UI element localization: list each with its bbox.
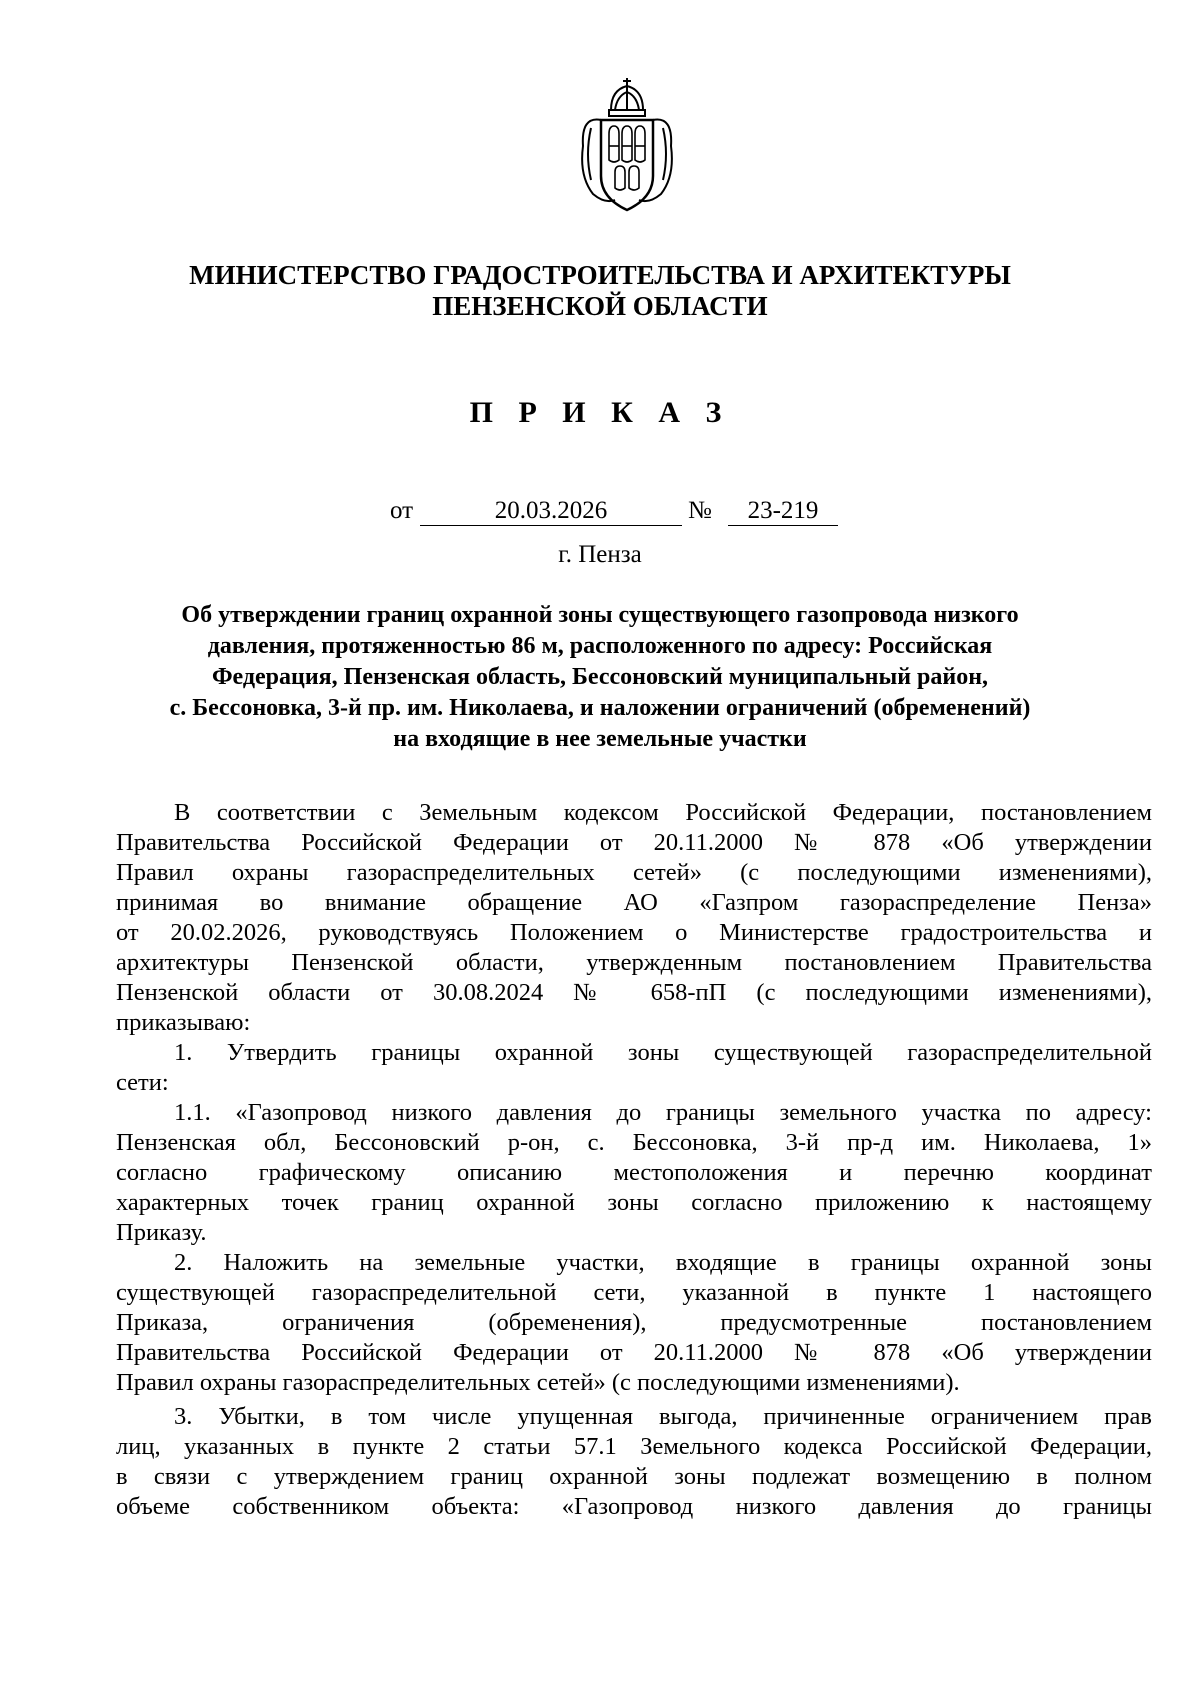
body-line: Приказа, ограничения (обременения), предусмотренные постановлением	[116, 1309, 1152, 1336]
subject-line: с. Бессоновка, 3-й пр. им. Николаева, и наложении ограничений (обременений)	[169, 695, 1031, 721]
coat-of-arms-icon	[571, 76, 683, 216]
order-body	[116, 798, 1152, 1522]
body-line: в связи с утверждением границ охранной зоны подлежат возмещению в полном	[116, 1463, 1152, 1490]
order-city: г. Пенза	[558, 541, 642, 568]
number-label: №	[688, 497, 712, 524]
body-line: характерных точек границ охранной зоны согласно приложению к настоящему	[116, 1189, 1152, 1216]
body-line: объеме собственником объекта: «Газопровод низкого давления до границы	[116, 1493, 1152, 1520]
subject-line: Об утверждении границ охранной зоны существующего газопровода низкого	[181, 602, 1019, 628]
body-line: существующей газораспределительной сети, указанной в пункте 1 настоящего	[116, 1279, 1152, 1306]
order-number: 23-219	[728, 495, 838, 526]
body-line: Правительства Российской Федерации от 20.11.2000 № 878 «Об утверждении	[116, 1339, 1152, 1366]
subject-line: давления, протяженностью 86 м, расположенного по адресу: Российская	[207, 633, 993, 659]
ministry-line-2: ПЕНЗЕНСКОЙ ОБЛАСТИ	[432, 291, 768, 321]
body-line: согласно графическому описанию местоположения и перечню координат	[116, 1159, 1152, 1186]
subject-line: Федерация, Пензенская область, Бессоновский муниципальный район,	[211, 664, 989, 690]
body-line: 2. Наложить на земельные участки, входящие в границы охранной зоны	[174, 1249, 1152, 1276]
body-line: принимая во внимание обращение АО «Газпром газораспределение Пенза»	[116, 889, 1152, 916]
body-line: Приказу.	[116, 1219, 207, 1246]
body-line: приказываю:	[116, 1009, 251, 1036]
order-subject	[0, 600, 1200, 755]
body-line: 3. Убытки, в том числе упущенная выгода, причиненные ограничением прав	[174, 1403, 1152, 1430]
body-line: Пензенской области от 30.08.2024 № 658-пП (с последующими изменениями),	[116, 979, 1152, 1006]
body-line: 1.1. «Газопровод низкого давления до границы земельного участка по адресу:	[174, 1099, 1152, 1126]
body-line: Правил охраны газораспределительных сетей» (с последующими изменениями).	[116, 1369, 960, 1396]
body-line: В соответствии с Земельным кодексом Российской Федерации, постановлением	[174, 799, 1152, 826]
body-line: Правительства Российской Федерации от 20.11.2000 № 878 «Об утверждении	[116, 829, 1152, 856]
body-line: архитектуры Пензенской области, утвержденным постановлением Правительства	[116, 949, 1152, 976]
body-line: лиц, указанных в пункте 2 статьи 57.1 Земельного кодекса Российской Федерации,	[116, 1433, 1152, 1460]
body-line: сети:	[116, 1069, 169, 1096]
subject-line: на входящие в нее земельные участки	[393, 726, 807, 752]
ministry-name	[0, 260, 1200, 322]
body-line: 1. Утвердить границы охранной зоны существующей газораспределительной	[174, 1039, 1152, 1066]
ministry-line-1: МИНИСТЕРСТВО ГРАДОСТРОИТЕЛЬСТВА И АРХИТЕКТУРЫ	[189, 260, 1011, 290]
date-label: от	[390, 497, 414, 524]
body-line: от 20.02.2026, руководствуясь Положением о Министерстве градостроительства и	[116, 919, 1152, 946]
body-line: Пензенская обл, Бессоновский р-он, с. Бессоновка, 3-й пр-д им. Николаева, 1»	[116, 1129, 1152, 1156]
document-type: П Р И К А З	[469, 396, 731, 429]
body-line: Правил охраны газораспределительных сетей» (с последующими изменениями),	[116, 859, 1152, 886]
order-date: 20.03.2026	[420, 495, 682, 526]
